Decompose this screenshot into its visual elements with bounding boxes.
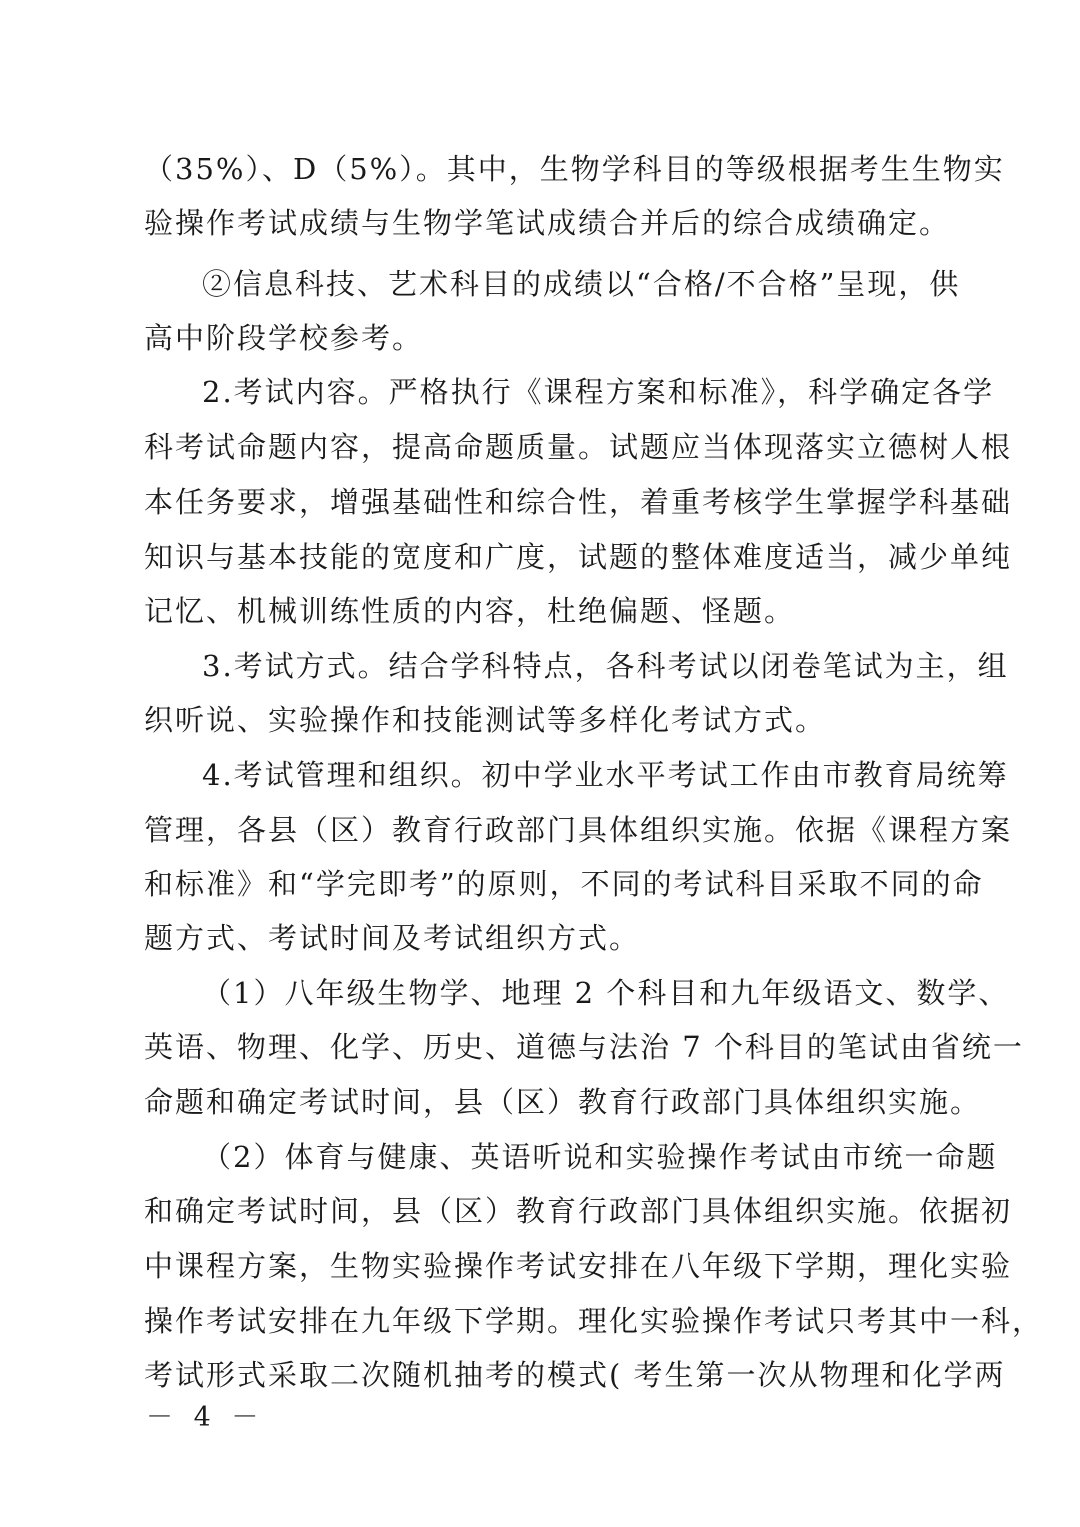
text-line: 管理，各县（区）教育行政部门具体组织实施。依据《课程方案 bbox=[144, 813, 1013, 847]
text-line: ②信息科技、艺术科目的成绩以“合格/不合格”呈现，供 bbox=[202, 267, 961, 301]
text-line: 考试形式采取二次随机抽考的模式( 考生第一次从物理和化学两 bbox=[144, 1358, 1006, 1392]
text-line: 2.考试内容。严格执行《课程方案和标准》，科学确定各学 bbox=[202, 375, 995, 409]
text-line: （2）体育与健康、英语听说和实验操作考试由市统一命题 bbox=[202, 1140, 998, 1174]
text-line: 题方式、考试时间及考试组织方式。 bbox=[144, 921, 641, 955]
text-line: 操作考试安排在九年级下学期。理化实验操作考试只考其中一科， bbox=[144, 1304, 1044, 1338]
text-line: （35%）、D（5%）。其中，生物学科目的等级根据考生生物实 bbox=[144, 152, 1005, 186]
text-line: 知识与基本技能的宽度和广度，试题的整体难度适当，减少单纯 bbox=[144, 540, 1013, 574]
text-line: 织听说、实验操作和技能测试等多样化考试方式。 bbox=[144, 703, 827, 737]
text-line: 英语、物理、化学、历史、道德与法治 7 个科目的笔试由省统一 bbox=[144, 1030, 1024, 1064]
text-line: 和标准》和“学完即考”的原则，不同的考试科目采取不同的命 bbox=[144, 867, 984, 901]
text-line: 科考试命题内容，提高命题质量。试题应当体现落实立德树人根 bbox=[144, 430, 1013, 464]
text-line: 命题和确定考试时间，县（区）教育行政部门具体组织实施。 bbox=[144, 1085, 982, 1119]
text-line: 和确定考试时间，县（区）教育行政部门具体组织实施。依据初 bbox=[144, 1194, 1013, 1228]
text-line: 记忆、机械训练性质的内容，杜绝偏题、怪题。 bbox=[144, 594, 796, 628]
text-line: （1）八年级生物学、地理 2 个科目和九年级语文、数学、 bbox=[202, 976, 1010, 1010]
text-line: 4.考试管理和组织。初中学业水平考试工作由市教育局统筹 bbox=[202, 758, 1009, 792]
text-line: 3.考试方式。结合学科特点，各科考试以闭卷笔试为主，组 bbox=[202, 649, 1009, 683]
page-number: － 4 － bbox=[146, 1402, 265, 1433]
text-line: 本任务要求，增强基础性和综合性，着重考核学生掌握学科基础 bbox=[144, 485, 1013, 519]
text-line: 高中阶段学校参考。 bbox=[144, 321, 424, 355]
text-line: 验操作考试成绩与生物学笔试成绩合并后的综合成绩确定。 bbox=[144, 206, 951, 240]
text-line: 中课程方案，生物实验操作考试安排在八年级下学期，理化实验 bbox=[144, 1249, 1013, 1283]
